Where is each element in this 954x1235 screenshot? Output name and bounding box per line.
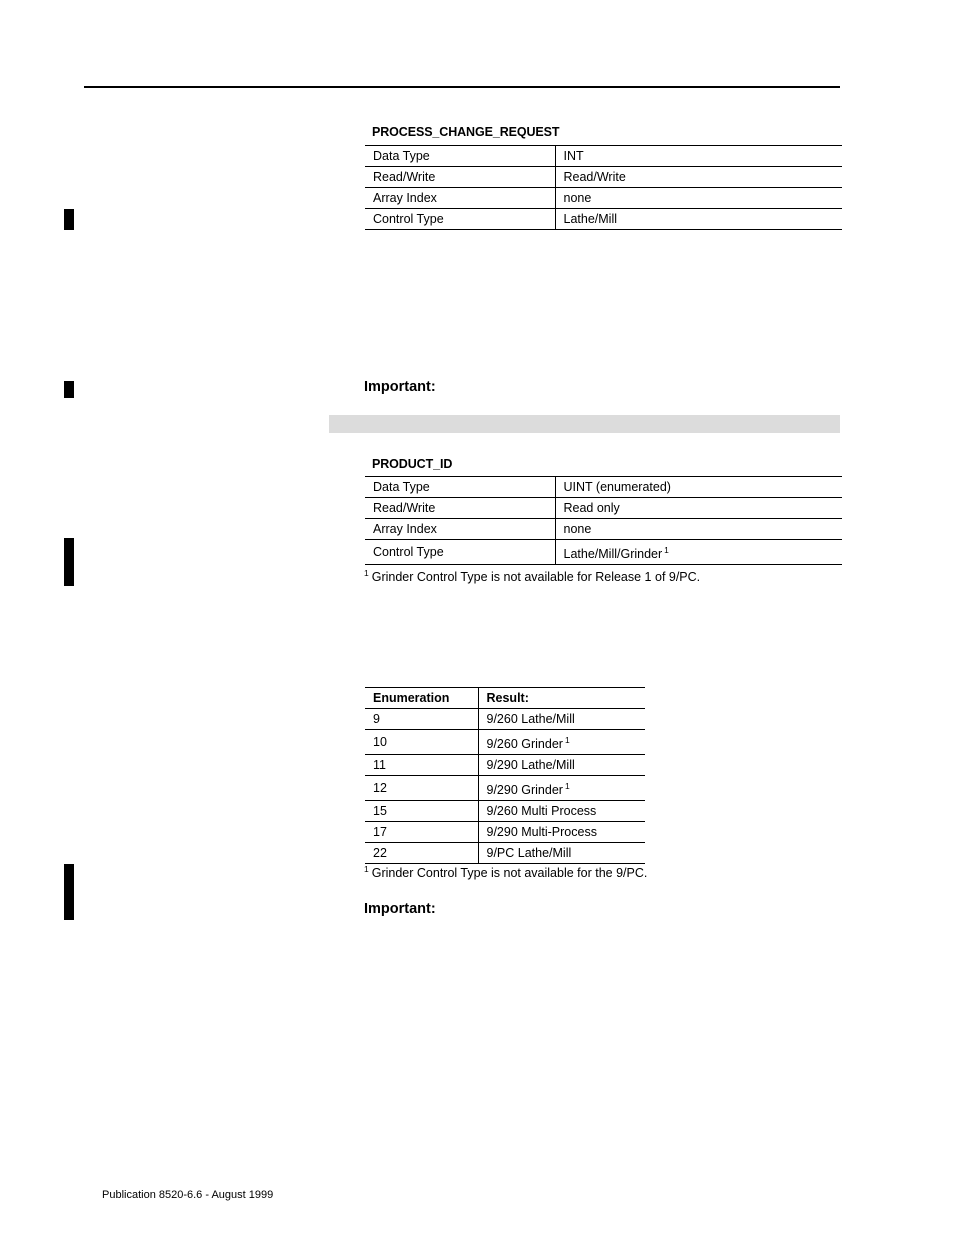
change-bar [64, 864, 74, 920]
footnote-ref: 1 [564, 735, 570, 745]
row-label: Control Type [365, 540, 555, 565]
change-bar [64, 381, 74, 398]
column-header: Result: [478, 688, 645, 709]
product-id-title: PRODUCT_ID [372, 457, 453, 471]
table-header-row [365, 688, 645, 709]
header-rule [84, 86, 840, 88]
table-row [365, 801, 645, 822]
enumeration-footnote [364, 864, 647, 880]
footnote-mark: 1 [364, 568, 369, 578]
row-label: Data Type [365, 477, 555, 498]
table-row [365, 146, 842, 167]
table-row [365, 209, 842, 230]
change-bar [64, 538, 74, 586]
result-cell [478, 730, 645, 755]
footnote-ref: 1 [664, 545, 669, 555]
table-row [365, 822, 645, 843]
result-cell [478, 776, 645, 801]
row-value: none [555, 519, 842, 540]
row-value: Lathe/Mill [555, 209, 842, 230]
table-row [365, 188, 842, 209]
enum-cell: 12 [365, 776, 478, 801]
section-band [329, 415, 840, 433]
row-value: none [555, 188, 842, 209]
row-label: Read/Write [365, 167, 555, 188]
result-cell: 9/290 Multi-Process [478, 822, 645, 843]
result-cell: 9/PC Lathe/Mill [478, 843, 645, 864]
enum-cell: 11 [365, 755, 478, 776]
table-row [365, 167, 842, 188]
table-row [365, 519, 842, 540]
result-cell: 9/290 Lathe/Mill [478, 755, 645, 776]
process-change-request-table [365, 145, 842, 230]
row-label: Control Type [365, 209, 555, 230]
product-id-table [365, 476, 842, 565]
column-header: Enumeration [365, 688, 478, 709]
result-text: 9/290 Grinder [486, 783, 563, 797]
value-text: Lathe/Mill/Grinder [563, 547, 663, 561]
table-row [365, 843, 645, 864]
enum-cell: 10 [365, 730, 478, 755]
table-row [365, 709, 645, 730]
row-label: Data Type [365, 146, 555, 167]
table-row [365, 730, 645, 755]
important-label: Important: [364, 379, 436, 395]
row-value [555, 540, 842, 565]
row-label: Array Index [365, 188, 555, 209]
footnote-mark: 1 [364, 864, 369, 874]
process-change-request-title: PROCESS_CHANGE_REQUEST [372, 125, 560, 139]
footnote-ref: 1 [564, 781, 570, 791]
publication-footer: Publication 8520-6.6 - August 1999 [102, 1189, 274, 1201]
enumeration-table [365, 687, 645, 864]
footnote-text: Grinder Control Type is not available for the 9/PC. [371, 866, 648, 880]
change-bar [64, 209, 74, 230]
row-value: UINT (enumerated) [555, 477, 842, 498]
row-value: Read/Write [555, 167, 842, 188]
enum-cell: 15 [365, 801, 478, 822]
row-value: INT [555, 146, 842, 167]
table-row [365, 477, 842, 498]
enum-cell: 9 [365, 709, 478, 730]
result-cell: 9/260 Lathe/Mill [478, 709, 645, 730]
important-label: Important: [364, 901, 436, 917]
result-cell: 9/260 Multi Process [478, 801, 645, 822]
row-label: Array Index [365, 519, 555, 540]
table-row [365, 540, 842, 565]
table-row [365, 776, 645, 801]
row-value: Read only [555, 498, 842, 519]
row-label: Read/Write [365, 498, 555, 519]
footnote-text: Grinder Control Type is not available for Release 1 of 9/PC. [371, 570, 701, 584]
result-text: 9/260 Grinder [486, 737, 563, 751]
table-row [365, 498, 842, 519]
enum-cell: 17 [365, 822, 478, 843]
enum-cell: 22 [365, 843, 478, 864]
table-row [365, 755, 645, 776]
product-id-footnote [364, 568, 700, 584]
